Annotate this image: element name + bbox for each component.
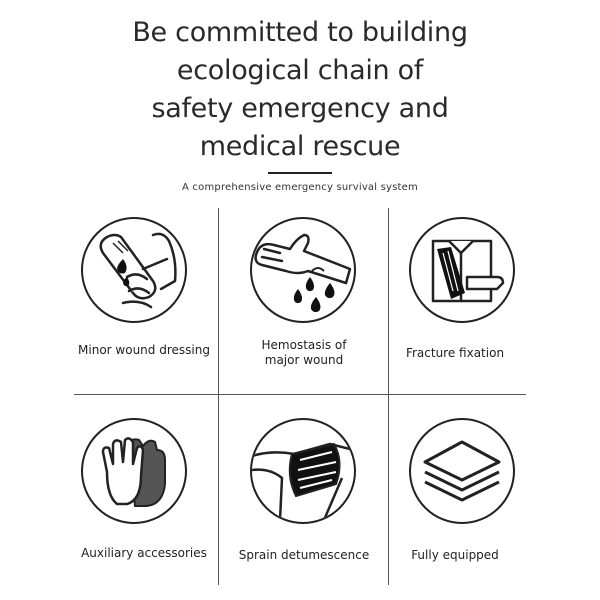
headline-line-1: Be committed to building (132, 17, 468, 48)
headline-line-2: ecological chain of (176, 55, 424, 86)
feature-label-sprain-detumescence: Sprain detumescence (238, 548, 370, 562)
knee-bandage-icon (250, 418, 356, 524)
feature-label-hemostasis-line-2: major wound (264, 353, 344, 367)
feature-label-fracture-fixation: Fracture fixation (405, 346, 505, 360)
feature-label-auxiliary-accessories: Auxiliary accessories (81, 546, 207, 560)
bleeding-arm-icon (250, 217, 356, 323)
title-underline (268, 172, 332, 174)
feature-label-hemostasis-line-1: Hemostasis of (261, 338, 347, 352)
headline (0, 14, 600, 166)
subtitle: A comprehensive emergency survival system (182, 182, 418, 193)
bandaged-finger-icon (81, 217, 187, 323)
feature-label-minor-wound-dressing: Minor wound dressing (78, 343, 210, 357)
grid-divider-horizontal (74, 394, 526, 395)
stacked-layers-icon (409, 418, 515, 524)
feature-label-fully-equipped: Fully equipped (411, 548, 499, 562)
arm-sling-icon (409, 217, 515, 323)
headline-line-4: medical rescue (199, 131, 401, 162)
headline-line-3: safety emergency and (151, 93, 449, 124)
gloves-icon (81, 418, 187, 524)
